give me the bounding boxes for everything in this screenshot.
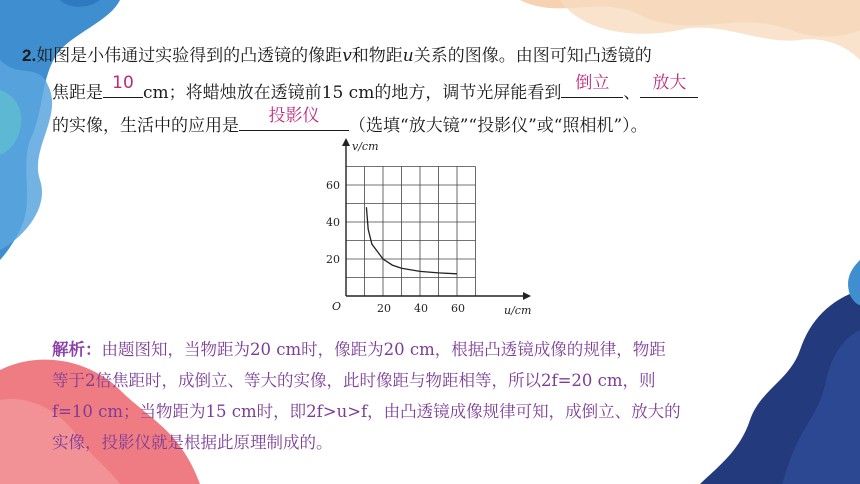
question-text-2: 和物距 xyxy=(351,46,403,66)
y-axis-arrow xyxy=(342,138,350,146)
x-axis-arrow xyxy=(523,292,531,300)
answer-inverted: 倒立 xyxy=(575,73,610,93)
question-line-2 xyxy=(52,73,698,105)
y-axis-label: v/cm xyxy=(352,140,379,153)
y-tick-label: 40 xyxy=(326,216,340,229)
analysis-text-1: 由题图知，当物距为20 cm时，像距为20 cm，根据凸透镜成像的规律，物距 xyxy=(101,340,666,359)
focal-suffix: cm；将蜡烛放在透镜前15 cm的地方，调节光屏能看到 xyxy=(143,83,562,103)
graph-axes xyxy=(342,138,531,300)
x-tick-label: 40 xyxy=(414,302,428,315)
question-number: 2. xyxy=(22,46,37,65)
analysis-label: 解析： xyxy=(52,340,102,359)
blank-application[interactable] xyxy=(239,106,349,131)
y-tick-label: 60 xyxy=(326,179,340,192)
analysis-line-4 xyxy=(52,431,333,455)
symbol-u: u xyxy=(402,46,414,66)
blank-magnified[interactable] xyxy=(640,73,698,98)
x-tick-label: 60 xyxy=(451,302,465,315)
x-tick-label: 20 xyxy=(377,302,391,315)
answer-magnified: 放大 xyxy=(652,73,687,93)
x-tick-labels xyxy=(377,302,465,315)
answer-focal-length: 10 xyxy=(112,73,134,93)
analysis-text-4: 实像，投影仪就是根据此原理制成的。 xyxy=(52,433,333,452)
separator: 、 xyxy=(623,83,641,103)
answer-application: 投影仪 xyxy=(268,106,320,126)
analysis-text-2: 等于2倍焦距时，成倒立、等大的实像，此时像距与物距相等，所以2f=20 cm，则 xyxy=(52,371,656,390)
options-text: （选填“放大镜”“投影仪”或“照相机”）。 xyxy=(349,116,648,136)
question-text-3: 关系的图像。由图可知凸透镜的 xyxy=(413,46,652,66)
blank-focal-length[interactable] xyxy=(103,73,143,98)
y-tick-labels xyxy=(326,179,340,266)
analysis-text-3: f=10 cm；当物距为15 cm时，即2f>u>f，由凸透镜成像规律可知，成倒立、放大的 xyxy=(52,402,681,421)
symbol-v: v xyxy=(342,46,352,66)
question-line-1 xyxy=(22,44,652,68)
analysis-line-2 xyxy=(52,369,656,393)
x-axis-label: u/cm xyxy=(504,304,532,317)
question-text-1: 如图是小伟通过实验得到的凸透镜的像距 xyxy=(36,46,343,66)
blank-inverted[interactable] xyxy=(561,73,623,98)
origin-label: O xyxy=(332,300,342,313)
y-tick-label: 20 xyxy=(326,253,340,266)
real-image-text: 的实像，生活中的应用是 xyxy=(52,116,239,136)
analysis-line-1 xyxy=(52,338,666,362)
focal-prefix: 焦距是 xyxy=(52,83,103,103)
analysis-line-3 xyxy=(52,400,681,424)
v-u-graph xyxy=(318,134,538,324)
graph-grid xyxy=(346,167,476,297)
